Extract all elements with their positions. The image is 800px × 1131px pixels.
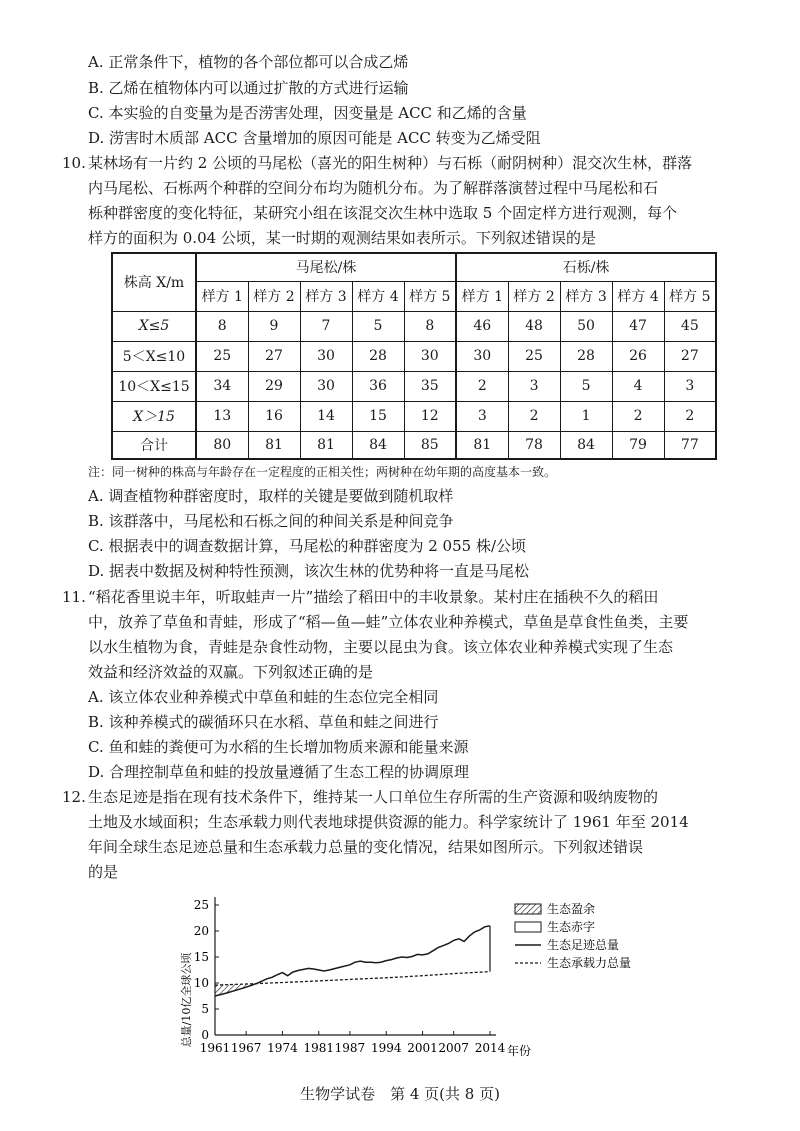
table-cell: 36 xyxy=(352,371,404,401)
legend-label-surplus: 生态盈余 xyxy=(547,902,596,916)
table-sub-header: 样方 2 xyxy=(508,281,560,311)
table-cell: 79 xyxy=(612,431,664,459)
q11-option-c: C. 鱼和蛙的粪便可为水稻的生长增加物质来源和能量来源 xyxy=(88,738,469,756)
table-cell: 45 xyxy=(664,311,716,341)
q10-stem-line-2: 内马尾松、石栎两个种群的空间分布均为随机分布。为了解群落演替过程中马尾松和石 xyxy=(88,179,659,197)
table-cell: 3 xyxy=(664,371,716,401)
table-cell: 15 xyxy=(352,401,404,431)
deficit-region xyxy=(257,926,491,984)
table-row-label: 合计 xyxy=(112,431,196,459)
table-sub-header: 样方 1 xyxy=(456,281,508,311)
table-cell: 8 xyxy=(404,311,456,341)
table-cell: 81 xyxy=(300,431,352,459)
x-tick-label: 2014 xyxy=(474,1041,506,1055)
table-sub-header: 样方 2 xyxy=(248,281,300,311)
table-cell: 2 xyxy=(456,371,508,401)
table-cell: 7 xyxy=(300,311,352,341)
y-tick-label: 10 xyxy=(193,976,209,990)
table-cell: 50 xyxy=(560,311,612,341)
table-cell: 2 xyxy=(508,401,560,431)
table-cell: 30 xyxy=(404,341,456,371)
table-cell: 5 xyxy=(560,371,612,401)
table-sub-header: 样方 3 xyxy=(560,281,612,311)
table-sub-header: 样方 4 xyxy=(612,281,664,311)
table-row xyxy=(112,371,716,401)
q9-option-b: B. 乙烯在植物体内可以通过扩散的方式进行运输 xyxy=(88,79,409,97)
q10-data-table xyxy=(111,252,717,460)
table-cell: 13 xyxy=(196,401,248,431)
table-cell: 9 xyxy=(248,311,300,341)
table-cell: 30 xyxy=(300,371,352,401)
table-cell: 77 xyxy=(664,431,716,459)
q11-option-b: B. 该种养模式的碳循环只在水稻、草鱼和蛙之间进行 xyxy=(88,713,439,731)
table-cell: 25 xyxy=(196,341,248,371)
table-cell: 27 xyxy=(248,341,300,371)
q11-stem-line-4: 效益和经济效益的双赢。下列叙述正确的是 xyxy=(88,663,374,681)
q12-stem-line-3: 年间全球生态足迹总量和生态承载力总量的变化情况，结果如图所示。下列叙述错误 xyxy=(88,838,644,856)
y-tick-label: 15 xyxy=(193,950,209,964)
q10-option-b: B. 该群落中，马尾松和石栎之间的种间关系是种间竞争 xyxy=(88,512,454,530)
q11-stem-line-1: “稻花香里说丰年，听取蛙声一片”描绘了稻田中的丰收景象。某村庄在插秧不久的稻田 xyxy=(88,588,659,606)
table-cell: 29 xyxy=(248,371,300,401)
legend-label-capacity: 生态承载力总量 xyxy=(547,956,632,970)
q10-number: 10. xyxy=(62,154,86,172)
q12-stem-line-4: 的是 xyxy=(88,863,119,881)
y-tick-label: 20 xyxy=(193,924,209,938)
table-cell: 78 xyxy=(508,431,560,459)
table-row-total xyxy=(112,431,716,459)
q10-table-note: 注：同一树种的株高与年龄存在一定程度的正相关性；两树种在幼年期的高度基本一致。 xyxy=(88,465,557,479)
y-tick-label: 25 xyxy=(193,898,209,912)
table-cell: 25 xyxy=(508,341,560,371)
table-cell: 47 xyxy=(612,311,664,341)
table-cell: 30 xyxy=(300,341,352,371)
table-cell: 81 xyxy=(248,431,300,459)
table-row-label: X≤5 xyxy=(112,311,196,341)
table-cell: 12 xyxy=(404,401,456,431)
q10-stem-line-3: 栎种群密度的变化特征，某研究小组在该混交次生林中选取 5 个固定样方进行观测，每个 xyxy=(88,204,678,222)
table-row-label: 10＜X≤15 xyxy=(112,371,196,401)
table-cell: 16 xyxy=(248,401,300,431)
q10-option-c: C. 根据表中的调查数据计算，马尾松的种群密度为 2 055 株/公顷 xyxy=(88,537,527,555)
q11-stem-line-2: 中，放养了草鱼和青蛙，形成了“稻—鱼—蛙”立体农业种养模式，草鱼是草食性鱼类，主要 xyxy=(88,613,689,631)
x-tick-label: 1961 xyxy=(199,1041,231,1055)
table-row xyxy=(112,311,716,341)
table-cell: 2 xyxy=(664,401,716,431)
table-cell: 2 xyxy=(612,401,664,431)
q12-stem-line-2: 土地及水域面积；生态承载力则代表地球提供资源的能力。科学家统计了 1961 年至 2014 xyxy=(88,813,689,831)
table-cell: 3 xyxy=(508,371,560,401)
table-cell: 48 xyxy=(508,311,560,341)
q12-stem-line-1: 生态足迹是指在现有技术条件下，维持某一人口单位生存所需的生产资源和吸纳废物的 xyxy=(88,788,659,806)
table-cell: 8 xyxy=(196,311,248,341)
table-cell: 3 xyxy=(456,401,508,431)
x-tick-label: 1987 xyxy=(334,1041,366,1055)
table-sub-header: 样方 5 xyxy=(664,281,716,311)
x-tick-label: 1994 xyxy=(370,1041,402,1055)
q9-option-d: D. 涝害时木质部 ACC 含量增加的原因可能是 ACC 转变为乙烯受阻 xyxy=(88,129,541,147)
legend-label-footprint: 生态足迹总量 xyxy=(547,938,620,952)
q10-stem-line-1: 某林场有一片约 2 公顷的马尾松（喜光的阳生树种）与石栎（耐阴树种）混交次生林，群落 xyxy=(88,154,693,172)
table-cell: 80 xyxy=(196,431,248,459)
table-cell: 46 xyxy=(456,311,508,341)
table-cell: 1 xyxy=(560,401,612,431)
x-tick-label: 1981 xyxy=(303,1041,335,1055)
table-cell: 34 xyxy=(196,371,248,401)
legend-label-deficit: 生态赤字 xyxy=(547,920,596,934)
table-group-header-masson-pine: 马尾松/株 xyxy=(196,253,456,281)
table-cell: 27 xyxy=(664,341,716,371)
table-cell: 84 xyxy=(352,431,404,459)
y-tick-label: 5 xyxy=(201,1002,209,1016)
x-axis-label: 年份 xyxy=(507,1044,532,1058)
q9-option-c: C. 本实验的自变量为是否涝害处理，因变量是 ACC 和乙烯的含量 xyxy=(88,104,527,122)
table-cell: 26 xyxy=(612,341,664,371)
q10-option-a: A. 调查植物种群密度时，取样的关键是要做到随机取样 xyxy=(88,487,454,505)
table-row xyxy=(112,341,716,371)
table-cell: 35 xyxy=(404,371,456,401)
table-cell: 81 xyxy=(456,431,508,459)
table-cell: 85 xyxy=(404,431,456,459)
q9-option-a: A. 正常条件下，植物的各个部位都可以合成乙烯 xyxy=(88,53,409,71)
table-cell: 84 xyxy=(560,431,612,459)
table-corner-header: 株高 X/m xyxy=(112,253,196,311)
table-sub-header: 样方 4 xyxy=(352,281,404,311)
table-cell: 28 xyxy=(560,341,612,371)
table-row xyxy=(112,401,716,431)
x-tick-label: 1974 xyxy=(267,1041,298,1055)
y-axis-label: 总量/10亿全球公顷 xyxy=(180,952,193,1048)
q11-stem-line-3: 以水生植物为食，青蛙是杂食性动物，主要以昆虫为食。该立体农业种养模式实现了生态 xyxy=(88,638,674,656)
table-cell: 14 xyxy=(300,401,352,431)
q11-option-d: D. 合理控制草鱼和蛙的投放量遵循了生态工程的协调原理 xyxy=(88,763,470,781)
table-sub-header: 样方 3 xyxy=(300,281,352,311)
q10-option-d: D. 据表中数据及树种特性预测，该次生林的优势种将一直是马尾松 xyxy=(88,562,530,580)
table-cell: 28 xyxy=(352,341,404,371)
table-sub-header: 样方 5 xyxy=(404,281,456,311)
table-row-label: 5＜X≤10 xyxy=(112,341,196,371)
page-footer: 生物学试卷 第 4 页(共 8 页) xyxy=(300,1085,500,1103)
table-cell: 5 xyxy=(352,311,404,341)
x-tick-label: 2007 xyxy=(438,1041,469,1055)
legend-swatch-deficit xyxy=(515,922,541,932)
x-tick-label: 2001 xyxy=(407,1041,438,1055)
footprint-capacity-chart xyxy=(170,885,710,1065)
legend-swatch-surplus xyxy=(515,904,541,914)
table-row-label: X＞15 xyxy=(112,401,196,431)
table-group-header-lithocarpus: 石栎/株 xyxy=(456,253,716,281)
y-tick-label: 0 xyxy=(201,1028,209,1042)
q10-stem-line-4: 样方的面积为 0.04 公顷，某一时期的观测结果如表所示。下列叙述错误的是 xyxy=(88,229,596,247)
table-cell: 30 xyxy=(456,341,508,371)
q12-number: 12. xyxy=(62,788,86,806)
x-tick-label: 1967 xyxy=(230,1041,262,1055)
table-cell: 4 xyxy=(612,371,664,401)
q11-number: 11. xyxy=(62,588,86,606)
q11-option-a: A. 该立体农业种养模式中草鱼和蛙的生态位完全相同 xyxy=(88,688,439,706)
table-sub-header: 样方 1 xyxy=(196,281,248,311)
